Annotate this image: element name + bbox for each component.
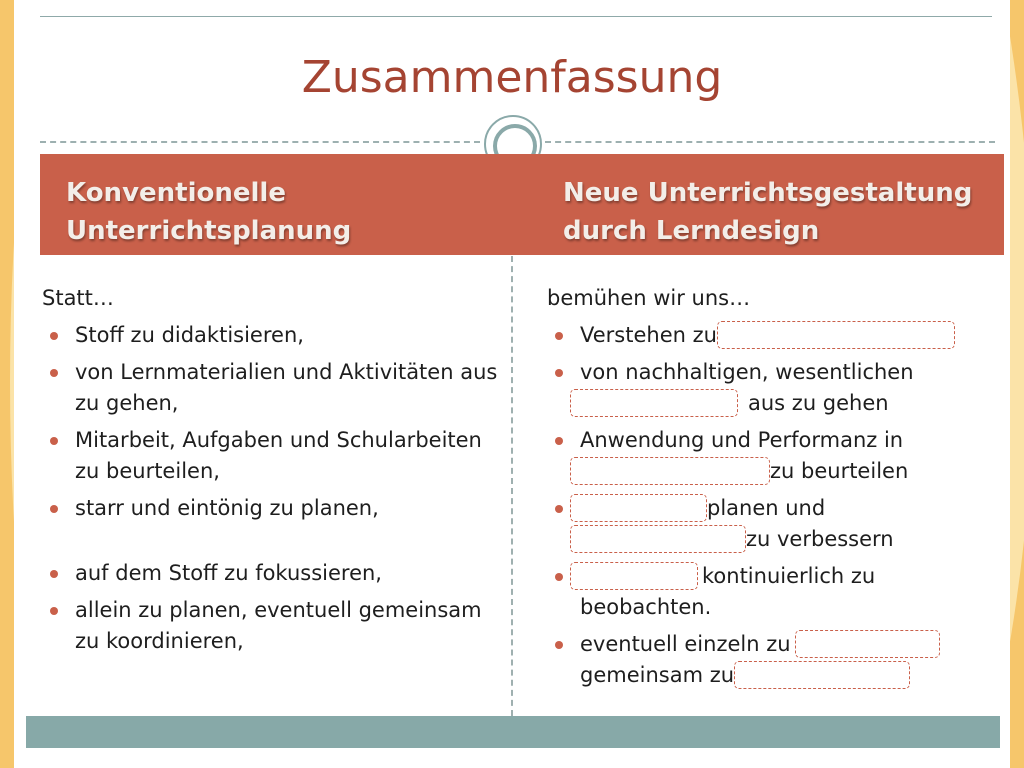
list-item — [547, 561, 987, 623]
item-text: aus zu gehen — [748, 391, 889, 415]
right-column — [547, 283, 987, 697]
list-item — [547, 425, 987, 487]
item-text: von nachhaltigen, wesentlichen — [580, 360, 914, 384]
right-heading-line1: Neue Unterrichtsgestaltung — [563, 178, 973, 208]
list-item — [547, 357, 987, 419]
left-heading-line1: Konventionelle — [66, 178, 286, 208]
top-rule — [40, 16, 992, 17]
list-item — [547, 493, 987, 555]
left-list — [42, 320, 502, 657]
slide-title: Zusammenfassung — [301, 52, 723, 103]
fill-in-blank[interactable] — [570, 562, 698, 590]
list-item — [547, 320, 987, 351]
right-list — [547, 320, 987, 691]
left-column — [42, 283, 502, 663]
list-item: starr und eintönig zu planen, — [42, 493, 502, 524]
title-divider-right — [545, 141, 995, 143]
list-item: auf dem Stoff zu fokussieren, — [42, 558, 502, 589]
bottom-band — [26, 716, 1000, 748]
left-heading-line2: Unterrichtsplanung — [66, 216, 352, 246]
list-item: von Lernmaterialien und Aktivitäten aus zu gehen, — [42, 357, 502, 419]
column-divider — [511, 256, 513, 716]
item-text: beobachten. — [580, 595, 712, 619]
fill-in-blank[interactable] — [570, 389, 738, 417]
item-text: planen und — [707, 496, 826, 520]
right-column-heading — [563, 174, 993, 250]
fill-in-blank[interactable] — [570, 525, 746, 553]
list-item — [547, 629, 987, 691]
item-text: zu beurteilen — [770, 459, 909, 483]
item-text: gemeinsam zu — [580, 663, 735, 687]
left-column-heading — [66, 174, 486, 250]
left-intro: Statt… — [42, 286, 114, 310]
right-intro: bemühen wir uns… — [547, 286, 751, 310]
title-divider-left — [40, 141, 480, 143]
fill-in-blank[interactable] — [717, 321, 955, 349]
list-item: allein zu planen, eventuell gemeinsam zu koordinieren, — [42, 595, 502, 657]
item-text: eventuell einzeln zu — [580, 632, 791, 656]
fill-in-blank[interactable] — [570, 494, 707, 522]
item-text: Anwendung und Performanz in — [580, 428, 904, 452]
fill-in-blank[interactable] — [734, 661, 910, 689]
item-text: Verstehen zu — [580, 323, 717, 347]
right-heading-line2: durch Lerndesign — [563, 216, 820, 246]
item-text: kontinuierlich zu — [702, 564, 876, 588]
list-item: Stoff zu didaktisieren, — [42, 320, 502, 351]
list-item: Mitarbeit, Aufgaben und Schularbeiten zu beurteilen, — [42, 425, 502, 487]
item-text: zu verbessern — [746, 527, 894, 551]
fill-in-blank[interactable] — [795, 630, 940, 658]
fill-in-blank[interactable] — [570, 457, 770, 485]
